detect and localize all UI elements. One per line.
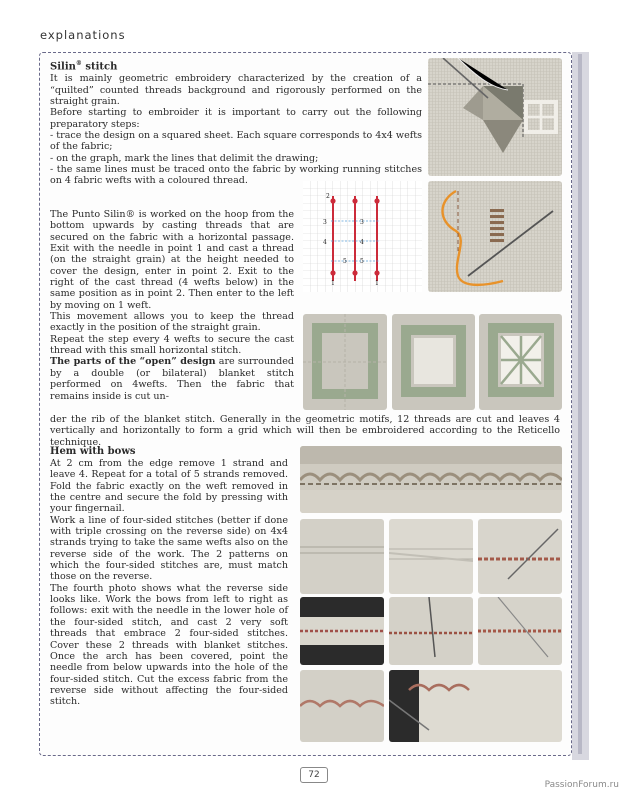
diagram-label-5b: 5 xyxy=(360,258,364,265)
photo-hem-step-5 xyxy=(389,597,473,665)
photo-hem-step-1 xyxy=(300,519,384,594)
silin-p7: This movement allows you to keep the thread exactly in the position of the straight grain. xyxy=(50,311,294,334)
photo-hem-step-8 xyxy=(389,670,562,742)
silin-text-full xyxy=(50,414,560,448)
silin-p9-cont: der the rib of the blanket stitch. Generally in the geometric motifs, 12 threads are cut and leaves 4 vertically and horizontally to form a grid which will then be embroidered according to the Reticello technique. xyxy=(50,414,560,448)
photo-hem-step-2 xyxy=(389,519,473,594)
silin-text-mid xyxy=(50,209,294,402)
photo-hem-step-4 xyxy=(300,597,384,665)
photo-silin-motif xyxy=(428,58,562,176)
silin-title: Silin® stitch xyxy=(50,60,118,73)
photo-hem-step-6 xyxy=(478,597,562,665)
photo-frame-2 xyxy=(392,314,475,410)
photo-frame-1 xyxy=(303,314,387,410)
silin-p3: - trace the design on a squared sheet. Each square corresponds to 4x4 wefts of the fabric; xyxy=(50,130,422,153)
silin-p1: It is mainly geometric embroidery characterized by the creation of a “quilted” counted threads background and rigorously performed on the straight grain. xyxy=(50,73,422,108)
photo-hem-step-3 xyxy=(478,519,562,594)
diagram-label-4: 4 xyxy=(323,239,327,246)
page-number: 72 xyxy=(300,767,328,783)
watermark: PassionForum.ru xyxy=(544,780,619,790)
hem-p2: Work a line of four-sided stitches (better if done with triple crossing on the reverse side) on 4x4 strands trying to take the same wefts also on the reverse side of the work. The 2 patterns on which the four-sided stitches are, must match those on the reverse. xyxy=(50,514,288,583)
section-header: explanations xyxy=(40,28,126,42)
hem-p1: At 2 cm from the edge remove 1 strand and leave 4. Repeat for a total of 5 strands removed. Fold the fabric exactly on the weft removed in the centre and secure the fold by pressing with your fingernail. xyxy=(50,458,288,515)
silin-text-top xyxy=(50,58,422,187)
silin-p4: - on the graph, mark the lines that delimit the drawing; xyxy=(50,152,319,164)
diagram-label-1: 1 xyxy=(331,280,335,287)
silin-p8: Repeat the step every 4 wefts to secure the cast thread with this small horizontal stitch. xyxy=(50,333,294,357)
diagram-label-1b: 1 xyxy=(375,280,379,287)
silin-p5: - the same lines must be traced onto the fabric by working running stitches on 4 fabric wefts with a coloured thread. xyxy=(50,164,422,187)
hem-title: Hem with bows xyxy=(50,446,136,457)
photo-frame-3 xyxy=(479,314,562,410)
diagram-label-2: 2 xyxy=(326,193,330,200)
diagram-label-4b: 4 xyxy=(360,239,364,246)
photo-hem-step-7 xyxy=(300,670,384,742)
silin-p9: The parts of the “open” design are surrounded by a double (or bilateral) blanket stitch performed on 4wefts. Then the fabric that remains inside is cut un- xyxy=(50,356,294,402)
diagram-label-3b: 3 xyxy=(360,219,364,226)
diagram-grid xyxy=(303,181,422,292)
diagram-label-5: 5 xyxy=(343,258,347,265)
hem-p3: The fourth photo shows what the reverse side looks like. Work the bows from left to right as follows: exit with the needle in the lower hole of the four-sided stitch, and cast 2 very soft threads that embrace 2 four-sided stitches. Cover these 2 threads with blanket stitches. Once the arch has been covered, point the needle from below upwards into the hole of the four-sided stitch. Cut the excess fabric from the reverse side without affecting the four-sided stitch. xyxy=(50,582,288,708)
photo-hem-bows xyxy=(300,446,562,513)
silin-p6: The Punto Silin® is worked on the hoop from the bottom upwards by casting threads that are secured on the fabric with a horizontal passage. Exit with the needle in point 1 and cast a thread (on the straight grain) at the height needed to cover the design, enter in point 2. Exit to the right of the cast thread (4 wefts below) in the same position as in point 2. Then enter to the left by moving on 1 weft. xyxy=(50,209,294,311)
photo-orange-thread xyxy=(428,181,562,292)
diagram-label-3: 3 xyxy=(323,219,327,226)
silin-p2: Before starting to embroider it is important to carry out the following preparatory steps: xyxy=(50,107,422,130)
right-edge-bar-inner xyxy=(578,54,582,754)
hem-text xyxy=(50,446,288,708)
